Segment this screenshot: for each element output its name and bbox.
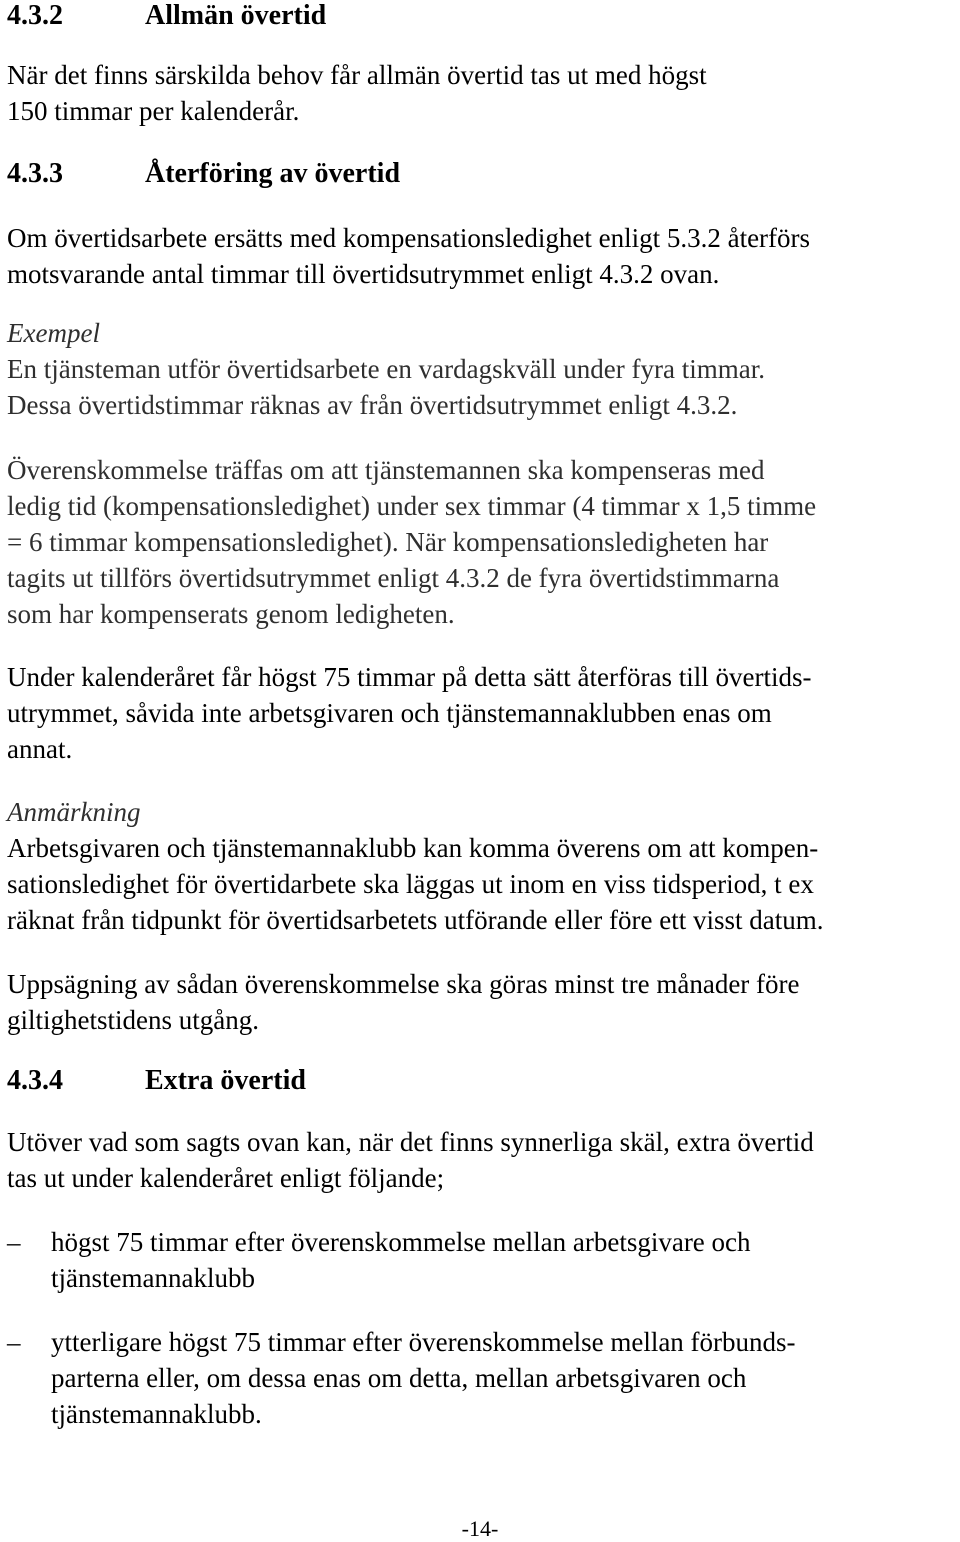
text-line: räknat från tidpunkt för övertidsarbetets utförande eller före ett visst datum.: [7, 905, 824, 935]
section-number: 4.3.4: [7, 1065, 63, 1096]
text-line: Arbetsgivaren och tjänstemannaklubb kan komma överens om att kompen-: [7, 833, 819, 863]
text-line: Uppsägning av sådan överenskommelse ska göras minst tre månader före: [7, 969, 800, 999]
text-line: som har kompenserats genom ledigheten.: [7, 599, 455, 629]
text-line: Överenskommelse träffas om att tjänstemannen ska kompenseras med: [7, 455, 765, 485]
section-heading-4-3-3: [7, 158, 400, 190]
section-heading-4-3-4: [7, 1065, 306, 1097]
text-line: högst 75 timmar efter överenskommelse mellan arbetsgivare och: [51, 1227, 751, 1257]
section-title: Återföring av övertid: [145, 158, 401, 189]
example-block: [7, 315, 765, 423]
note-paragraph-2: [7, 966, 800, 1038]
page-number: -14-: [461, 1516, 499, 1541]
list-item: [7, 1324, 955, 1432]
text-line: tjänstemannaklubb.: [51, 1399, 262, 1429]
list-item-text: [51, 1324, 796, 1432]
text-line: Utöver vad som sagts ovan kan, när det finns synnerliga skäl, extra övertid: [7, 1127, 814, 1157]
text-line: = 6 timmar kompensationsledighet). När kompensationsledigheten har: [7, 527, 769, 557]
section-title: Allmän övertid: [145, 0, 327, 31]
paragraph-kalenderaret: [7, 659, 811, 767]
text-line: utrymmet, såvida inte arbetsgivaren och tjänstemannaklubben enas om: [7, 698, 772, 728]
text-line: giltighetstidens utgång.: [7, 1005, 259, 1035]
paragraph-allman-overtid: [7, 57, 707, 129]
section-title: Extra övertid: [145, 1065, 306, 1096]
example-paragraph-2: [7, 452, 816, 632]
example-heading: Exempel: [7, 318, 100, 348]
section-number: 4.3.3: [7, 158, 63, 189]
paragraph-extra-overtid: [7, 1124, 814, 1196]
list-dash: –: [7, 1327, 21, 1357]
text-line: När det finns särskilda behov får allmän övertid tas ut med högst: [7, 60, 707, 90]
text-line: Dessa övertidstimmar räknas av från övertidsutrymmet enligt 4.3.2.: [7, 390, 738, 420]
text-line: ledig tid (kompensationsledighet) under sex timmar (4 timmar x 1,5 timme: [7, 491, 817, 521]
text-line: motsvarande antal timmar till övertidsutrymmet enligt 4.3.2 ovan.: [7, 259, 720, 289]
text-line: tas ut under kalenderåret enligt följande;: [7, 1163, 445, 1193]
text-line: En tjänsteman utför övertidsarbete en vardagskväll under fyra timmar.: [7, 354, 765, 384]
list-dash: –: [7, 1227, 21, 1257]
text-line: 150 timmar per kalenderår.: [7, 96, 300, 126]
section-heading-4-3-2: [7, 0, 326, 32]
text-line: parterna eller, om dessa enas om detta, mellan arbetsgivaren och: [51, 1363, 747, 1393]
paragraph-aterforing: [7, 220, 810, 292]
text-line: ytterligare högst 75 timmar efter överenskommelse mellan förbunds-: [51, 1327, 796, 1357]
text-line: Under kalenderåret får högst 75 timmar på detta sätt återföras till övertids-: [7, 662, 812, 692]
text-line: tjänstemannaklubb: [51, 1263, 255, 1293]
section-number: 4.3.2: [7, 0, 63, 31]
list-item: [7, 1224, 955, 1296]
text-line: sationsledighet för övertidarbete ska läggas ut inom en viss tidsperiod, t ex: [7, 869, 814, 899]
note-block: [7, 794, 823, 938]
note-heading: Anmärkning: [7, 797, 141, 827]
text-line: tagits ut tillförs övertidsutrymmet enligt 4.3.2 de fyra övertidstimmarna: [7, 563, 780, 593]
text-line: annat.: [7, 734, 73, 764]
text-line: Om övertidsarbete ersätts med kompensationsledighet enligt 5.3.2 återförs: [7, 223, 811, 253]
list-item-text: [51, 1224, 751, 1296]
